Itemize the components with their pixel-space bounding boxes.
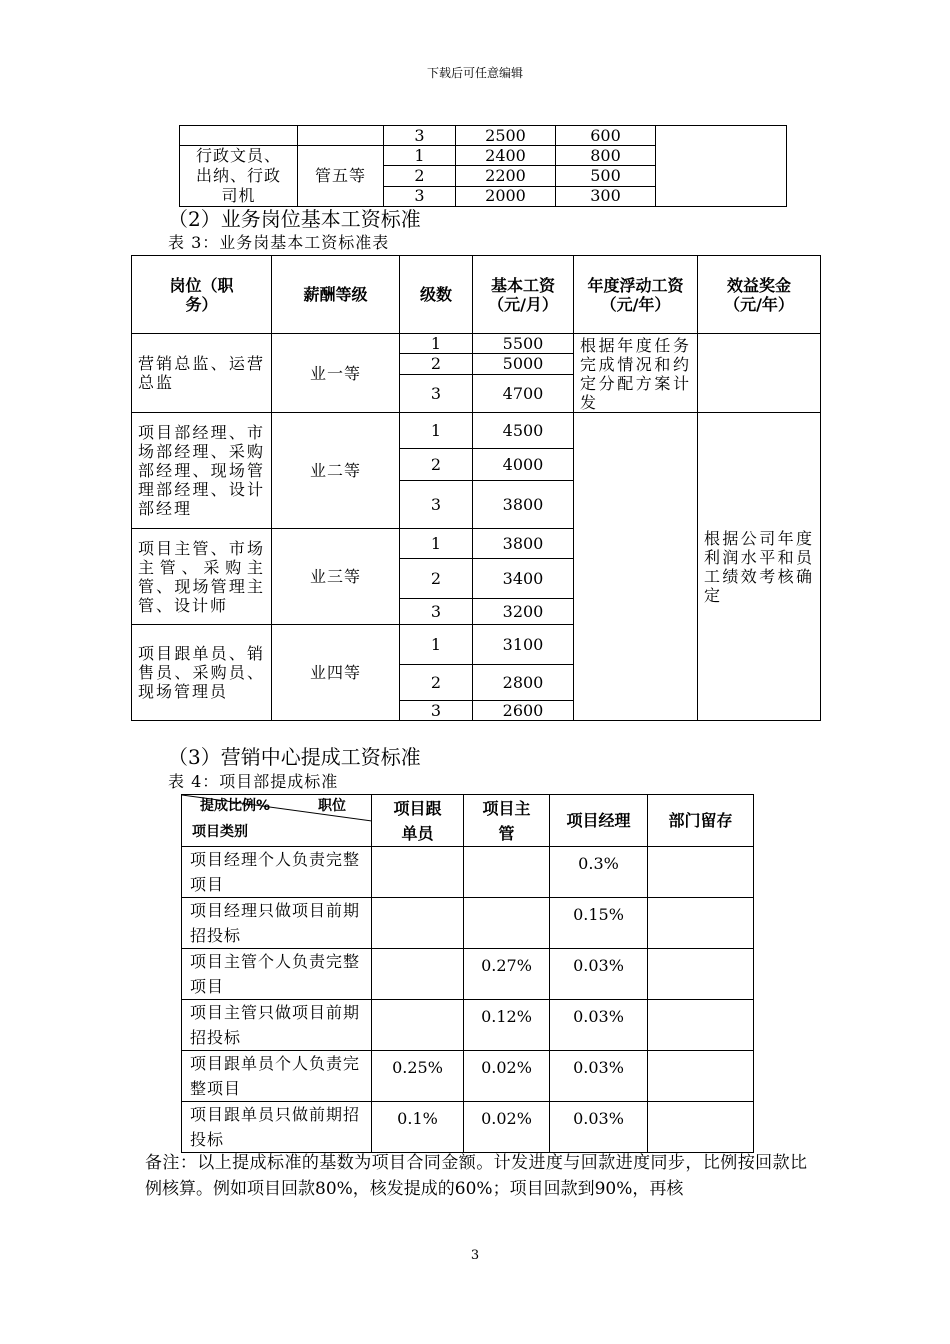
- position-cell: 行政文员、出纳、行政司机: [180, 146, 298, 207]
- diagonal-header-cell: [182, 795, 372, 847]
- col-header: 项目主管: [464, 795, 550, 847]
- value-cell: 0.25%: [372, 1051, 464, 1102]
- management-salary-table-continuation: [179, 125, 787, 207]
- value-cell: 0.02%: [464, 1102, 550, 1153]
- value-cell: [372, 847, 464, 898]
- salary-cell: 3800: [473, 529, 574, 559]
- level-cell: 1: [400, 625, 473, 665]
- float-note-cell: 根据年度任务完成情况和约定分配方案计发: [574, 334, 698, 413]
- salary-cell: 2500: [456, 126, 556, 146]
- commission-table: [181, 794, 754, 1153]
- level-cell: 1: [384, 146, 456, 166]
- col-header: 项目经理: [550, 795, 648, 847]
- col-header-level: 级数: [400, 256, 473, 334]
- page-number: 3: [470, 1248, 480, 1263]
- value-cell: [372, 898, 464, 949]
- salary-cell: 3100: [473, 625, 574, 665]
- level-cell: 2: [400, 559, 473, 599]
- level-cell: 3: [400, 374, 473, 413]
- value-cell: [464, 898, 550, 949]
- value-cell: 0.03%: [550, 949, 648, 1000]
- category-cell: 项目跟单员个人负责完整项目: [182, 1051, 372, 1102]
- category-cell: 项目经理只做项目前期招投标: [182, 898, 372, 949]
- salary-cell: 5500: [473, 334, 574, 354]
- table-caption: 表 3：业务岗基本工资标准表: [168, 233, 390, 252]
- table-caption: 表 4：项目部提成标准: [168, 772, 339, 791]
- value-cell: [372, 1000, 464, 1051]
- diag-top-left-label: 提成比例%: [200, 798, 271, 814]
- diag-bottom-label: 项目类别: [192, 824, 248, 840]
- category-cell: 项目主管只做项目前期招投标: [182, 1000, 372, 1051]
- col-header-grade: 薪酬等级: [272, 256, 400, 334]
- value-cell: 0.15%: [550, 898, 648, 949]
- value-cell: 0.02%: [464, 1051, 550, 1102]
- salary-cell: 2200: [456, 166, 556, 186]
- page-header: 下载后可任意编辑: [426, 66, 523, 80]
- col-header-salary: 基本工资（元/月）: [473, 256, 574, 334]
- salary-cell: 2800: [473, 665, 574, 701]
- value-cell: [648, 898, 754, 949]
- grade-cell: 业一等: [272, 334, 400, 413]
- salary-cell: 2000: [456, 186, 556, 206]
- float-cell: 600: [556, 126, 656, 146]
- position-cell: 项目主管、市场主管、采购主管、现场管理主管、设计师: [132, 529, 272, 625]
- salary-cell: 3400: [473, 559, 574, 599]
- level-cell: 1: [400, 334, 473, 354]
- business-salary-table: [131, 255, 821, 721]
- table-cell: [180, 126, 298, 146]
- grade-cell: 管五等: [298, 146, 384, 207]
- table-cell: [698, 334, 821, 413]
- position-cell: 项目跟单员、销售员、采购员、现场管理员: [132, 625, 272, 721]
- salary-cell: 2600: [473, 701, 574, 721]
- col-header-bonus: 效益奖金（元/年）: [698, 256, 821, 334]
- diag-top-right-label: 职位: [318, 798, 346, 814]
- col-header: 部门留存: [648, 795, 754, 847]
- position-cell: 营销总监、运营总监: [132, 334, 272, 413]
- level-cell: 3: [400, 481, 473, 529]
- category-cell: 项目跟单员只做前期招投标: [182, 1102, 372, 1153]
- salary-cell: 3200: [473, 599, 574, 625]
- category-cell: 项目经理个人负责完整项目: [182, 847, 372, 898]
- category-cell: 项目主管个人负责完整项目: [182, 949, 372, 1000]
- table-cell: [656, 126, 787, 207]
- grade-cell: 业四等: [272, 625, 400, 721]
- bonus-note-cell: 根据公司年度利润水平和员工绩效考核确定: [698, 413, 821, 721]
- remark-paragraph: 备注：以上提成标准的基数为项目合同金额。计发进度与回款进度同步，比例按回款比例核算。例如项目回款80%，核发提成的60%；项目回款到90%，再核: [145, 1153, 807, 1199]
- table-cell: [298, 126, 384, 146]
- salary-cell: 4500: [473, 413, 574, 449]
- level-cell: 2: [400, 354, 473, 374]
- value-cell: 0.03%: [550, 1102, 648, 1153]
- salary-cell: 3800: [473, 481, 574, 529]
- level-cell: 1: [400, 529, 473, 559]
- salary-cell: 4700: [473, 374, 574, 413]
- col-header-float: 年度浮动工资（元/年）: [574, 256, 698, 334]
- level-cell: 2: [400, 449, 473, 481]
- col-header: 项目跟单员: [372, 795, 464, 847]
- value-cell: 0.3%: [550, 847, 648, 898]
- level-cell: 1: [400, 413, 473, 449]
- value-cell: 0.12%: [464, 1000, 550, 1051]
- float-cell: 300: [556, 186, 656, 206]
- position-cell: 项目部经理、市场部经理、采购部经理、现场管理部经理、设计部经理: [132, 413, 272, 529]
- value-cell: [648, 1000, 754, 1051]
- value-cell: [648, 847, 754, 898]
- value-cell: 0.27%: [464, 949, 550, 1000]
- value-cell: 0.03%: [550, 1051, 648, 1102]
- level-cell: 3: [400, 701, 473, 721]
- level-cell: 2: [400, 665, 473, 701]
- salary-cell: 4000: [473, 449, 574, 481]
- value-cell: [372, 949, 464, 1000]
- value-cell: [648, 949, 754, 1000]
- salary-cell: 2400: [456, 146, 556, 166]
- level-cell: 3: [384, 126, 456, 146]
- grade-cell: 业三等: [272, 529, 400, 625]
- value-cell: 0.1%: [372, 1102, 464, 1153]
- value-cell: [648, 1102, 754, 1153]
- table-cell: [574, 413, 698, 721]
- value-cell: 0.03%: [550, 1000, 648, 1051]
- grade-cell: 业二等: [272, 413, 400, 529]
- col-header-position: 岗位（职务）: [132, 256, 272, 334]
- level-cell: 2: [384, 166, 456, 186]
- float-cell: 500: [556, 166, 656, 186]
- float-cell: 800: [556, 146, 656, 166]
- section-heading: （3）营销中心提成工资标准: [168, 745, 421, 769]
- salary-cell: 5000: [473, 354, 574, 374]
- level-cell: 3: [384, 186, 456, 206]
- level-cell: 3: [400, 599, 473, 625]
- value-cell: [648, 1051, 754, 1102]
- value-cell: [464, 847, 550, 898]
- section-heading: （2）业务岗位基本工资标准: [168, 207, 421, 231]
